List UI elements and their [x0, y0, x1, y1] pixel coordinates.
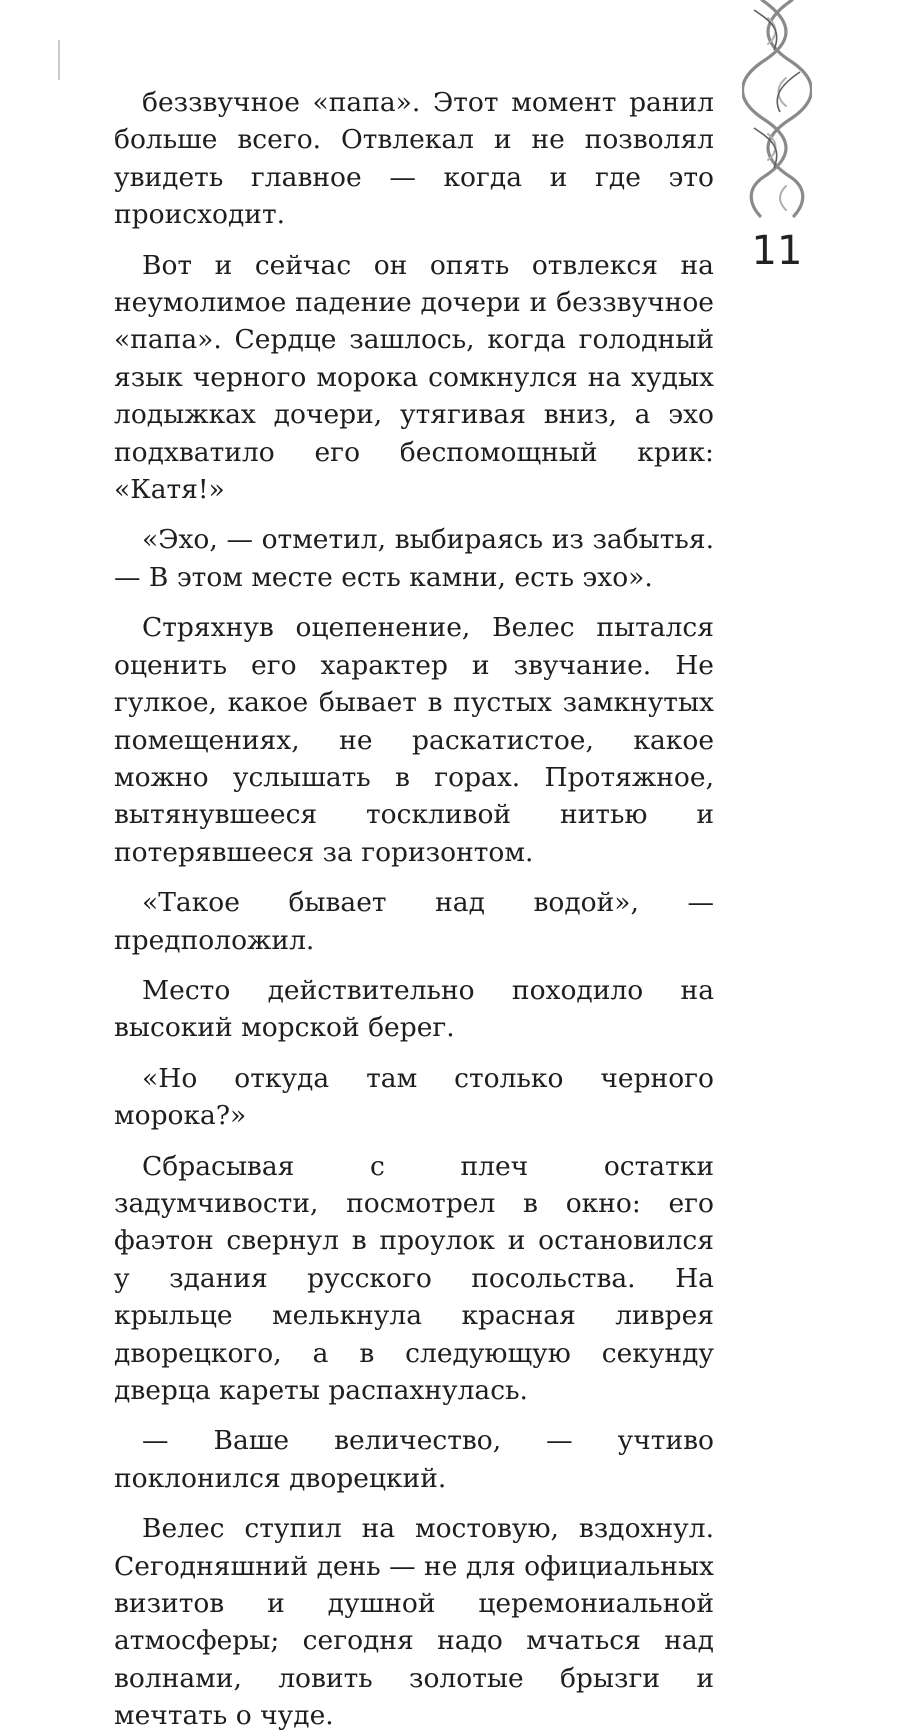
celtic-knot-icon	[742, 0, 812, 220]
gutter-shadow	[58, 40, 60, 80]
paragraph: Место действительно походило на высокий морской берег.	[114, 974, 714, 1044]
paragraph: «Такое бывает над водой», — предположил.	[114, 887, 714, 956]
page-number: 11	[751, 228, 803, 274]
paragraph: — Ваше величество, — учтиво поклонился дворецкий.	[114, 1425, 714, 1494]
paragraph: Стряхнув оцепенение, Велес пытался оценить его характер и звучание. Не гулкое, какое бывает в пустых замкнутых помещениях, не раскатистое, какое можно услышать в горах. Протяжное, вытянувшееся тоскливой нитью и потерявшееся за горизонтом.	[114, 612, 714, 868]
paragraph: «Но откуда там столько черного морока?»	[114, 1062, 714, 1132]
paragraph: Велес ступил на мостовую, вздохнул. Сегодняшний день — не для официальных визитов и душной церемониальной атмосферы; сегодня надо мчаться над волнами, ловить золотые брызги и мечтать о чуде.	[114, 1513, 714, 1732]
paragraph: «Эхо, — отметил, выбираясь из забытья. — В этом месте есть камни, есть эхо».	[114, 524, 714, 593]
paragraph: Сбрасывая с плеч остатки задумчивости, посмотрел в окно: его фаэтон свернул в проулок и остановился у здания русского посольства. На крыльце мелькнула красная ливрея дворецкого, а в следующую секунду дверца кареты распахнулась.	[114, 1150, 714, 1406]
body-text	[114, 84, 714, 1735]
paragraph: Вот и сейчас он опять отвлекся на неумолимое падение дочери и беззвучное «папа». Сердце зашлось, когда голодный язык черного морока сомкнулся на худых лодыжках дочери, утягивая вниз, а эхо подхватило его беспомощный крик: «Катя!»	[114, 249, 714, 506]
paragraph: беззвучное «папа». Этот момент ранил больше всего. Отвлекал и не позволял увидеть главное — когда и где это происходит.	[114, 87, 714, 231]
